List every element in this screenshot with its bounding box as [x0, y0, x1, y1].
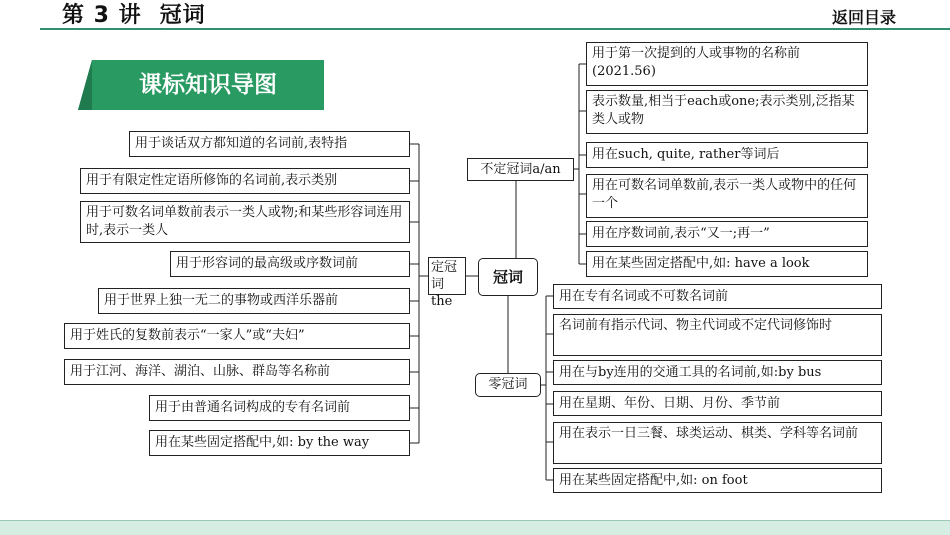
- banner-label: 课标知识导图: [139, 72, 277, 98]
- definite-article-node: [428, 257, 466, 309]
- center-node-articles: 冠词: [478, 258, 538, 296]
- indefinite-item: 用在可数名词单数前,表示一类人或物中的任何一个: [586, 174, 868, 218]
- zero-item: 名词前有指示代词、物主代词或不定代词修饰时: [553, 314, 882, 356]
- back-to-contents-button[interactable]: 返回目录: [831, 8, 896, 27]
- zero-item: 用在与by连用的交通工具的名词前,如:by bus: [553, 360, 882, 385]
- definite-item: 用于江河、海洋、湖泊、山脉、群岛等名称前: [64, 359, 410, 385]
- indefinite-article-node: 不定冠词a/an: [467, 158, 574, 181]
- definite-item: 用于由普通名词构成的专有名词前: [149, 395, 410, 421]
- zero-item: 用在某些固定搭配中,如: on foot: [553, 468, 882, 493]
- definite-item: 用在某些固定搭配中,如: by the way: [149, 430, 410, 456]
- zero-article-node: 零冠词: [475, 373, 541, 397]
- definite-item: 用于形容词的最高级或序数词前: [170, 251, 410, 277]
- definite-item: 用于世界上独一无二的事物或西洋乐器前: [98, 288, 410, 314]
- definite-item: 用于姓氏的复数前表示“一家人”或“夫妇”: [64, 323, 410, 349]
- indefinite-item: 用于第一次提到的人或事物的名称前(2021.56): [586, 42, 868, 86]
- definite-label-line2: 词the: [431, 277, 453, 309]
- indefinite-item: 用在序数词前,表示“又一;再一”: [586, 221, 868, 247]
- lesson-number: 第 3 讲: [62, 3, 142, 28]
- indefinite-item: 用在such, quite, rather等词后: [586, 142, 868, 168]
- indefinite-item: 用在某些固定搭配中,如: have a look: [586, 251, 868, 277]
- zero-item: 用在专有名词或不可数名词前: [553, 284, 882, 309]
- definite-item: 用于可数名词单数前表示一类人或物;和某些形容词连用时,表示一类人: [80, 201, 410, 243]
- footer-bar: [0, 521, 950, 535]
- zero-item: 用在表示一日三餐、球类运动、棋类、学科等名词前: [553, 422, 882, 464]
- indefinite-item: 表示数量,相当于each或one;表示类别,泛指某类人或物: [586, 90, 868, 134]
- definite-item: 用于有限定性定语所修饰的名词前,表示类别: [80, 168, 410, 194]
- zero-item: 用在星期、年份、日期、月份、季节前: [553, 391, 882, 416]
- definite-label-line1: 定冠: [431, 260, 458, 275]
- definite-item: 用于谈话双方都知道的名词前,表特指: [129, 131, 410, 157]
- lesson-topic: 冠词: [159, 3, 206, 28]
